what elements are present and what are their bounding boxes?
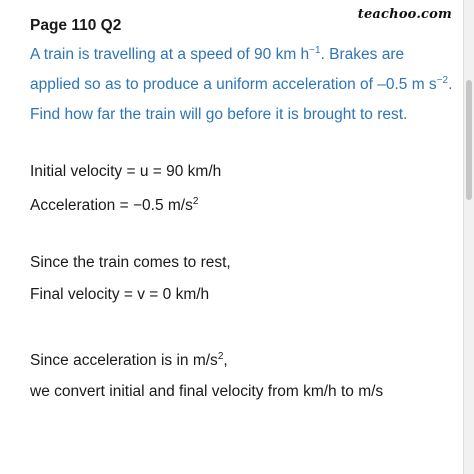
question-text: [30, 40, 455, 130]
convert-velocity-line: we convert initial and final velocity from km/h to m/s: [30, 383, 384, 400]
final-velocity-line: Final velocity = v = 0 km/h: [30, 286, 210, 303]
acceleration-text: Acceleration = −0.5 m/s: [30, 197, 193, 214]
since-acceleration-text: Since acceleration is in m/s: [30, 352, 218, 369]
vertical-scrollbar[interactable]: [463, 0, 474, 474]
question-superscript-1: −1: [309, 45, 321, 56]
page-title: Page 110 Q2: [30, 17, 122, 34]
question-part-3: . Find how far the train will go before it is brought to rest.: [30, 76, 453, 123]
since-acceleration-comma: ,: [223, 352, 228, 369]
teachoo-logo: teachoo.com: [357, 7, 452, 22]
acceleration-superscript: 2: [192, 196, 199, 207]
initial-velocity-line: Initial velocity = u = 90 km/h: [30, 163, 222, 180]
since-rest-line: Since the train comes to rest,: [30, 254, 231, 271]
question-superscript-2: −2: [436, 75, 449, 86]
acceleration-line: [30, 197, 198, 215]
since-acceleration-superscript: 2: [217, 351, 224, 362]
scrollbar-thumb[interactable]: [466, 80, 472, 200]
since-acceleration-line: [30, 352, 228, 370]
question-part-2: . Brakes are applied so as to produce a uniform acceleration of –0.5 m s: [30, 46, 437, 93]
question-part-1: A train is travelling at a speed of 90 km h: [30, 46, 310, 63]
